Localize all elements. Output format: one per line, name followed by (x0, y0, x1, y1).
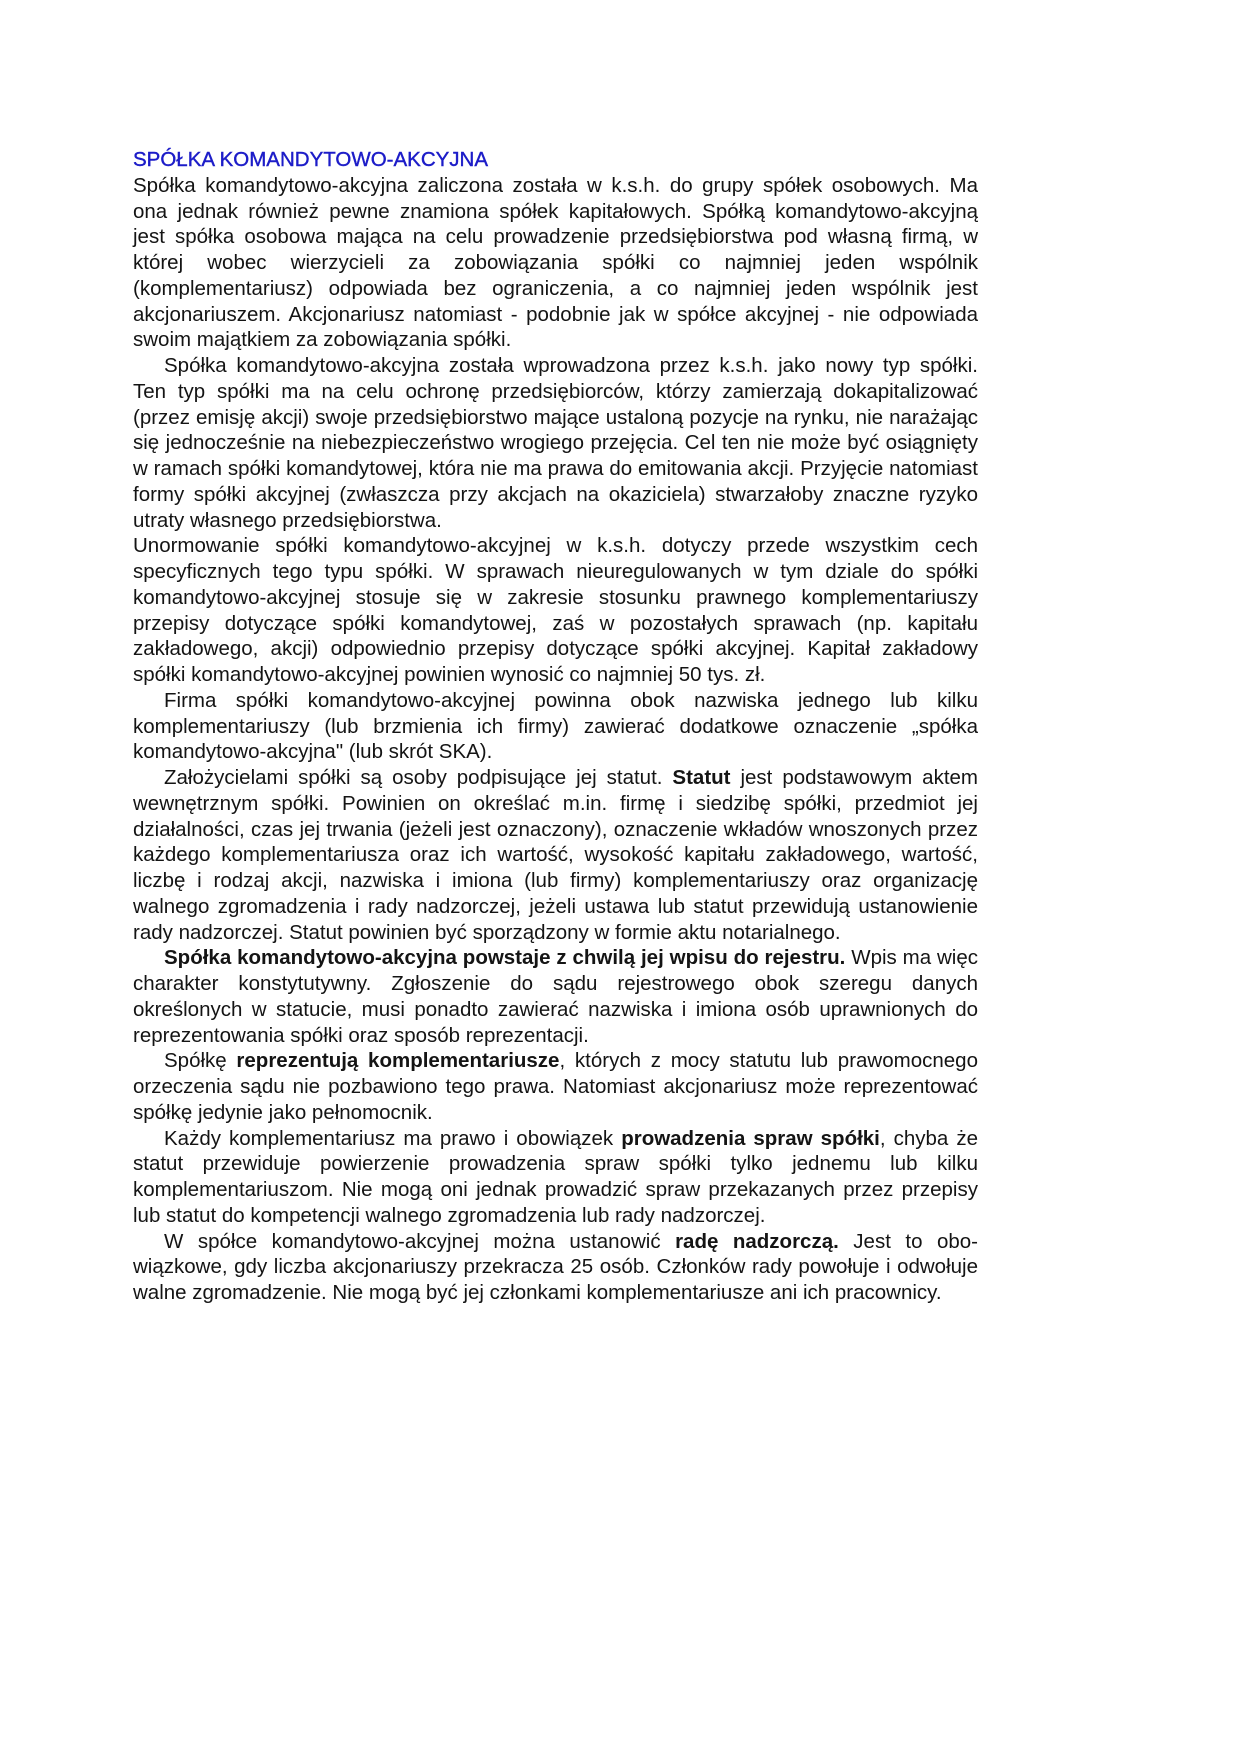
paragraph-text: , chyba że statut przewiduje powierzenie prowadzenia spraw spółki tylko jednemu lub kilku komplementariuszom. Nie mogą oni jednak prowadzić spraw przekazanych przez przepisy lub statut do kompetencji walnego zgromadzenia lub rady nadzorczej. (133, 1126, 978, 1227)
paragraph-text: W spółce komandytowo-akcyjnej można ustanowić (164, 1229, 676, 1253)
bold-term-statute: Statut (672, 766, 731, 789)
paragraph-text: Każdy komplementariusz ma prawo i obowiązek (164, 1126, 622, 1150)
bold-term-registration: Spółka komandytowo-akcyjna powstaje z chwilą jej wpisu do rejestru. (164, 946, 846, 970)
paragraph-definition (133, 173, 978, 353)
paragraph-text: Spółka komandytowo-akcyjna została wprowadzona przez k.s.h. jako nowy typ spółki. Ten typ spółki ma na celu ochronę przedsiębiorców, którzy zamierzają dokapitalizować (przez emisję akcji) swoje przedsiębiorstwo mające ustaloną pozycje na rynku, nie narażając się jednocześnie na niebezpieczeństwo wrogiego przejęcia. Cel ten nie może być osiągnięty w ramach spółki komandytowej, która nie ma prawa do emitowania akcji. Przyjęcie natomiast formy spółki akcyjnej (zwłaszcza przy akcjach na okaziciela) stwarzałoby znaczne ryzyko utraty własnego przedsiębiorstwa. (133, 354, 978, 532)
paragraph-text: Unormowanie spółki komandytowo-akcyjnej w k.s.h. dotyczy przede wszystkim cech specyficznych tego typu spółki. W sprawach nieuregulowanych w tym dziale do spółki komandytowo-akcyjnej stosuje się w zakresie stosunku prawnego komplementariuszy przepisy dotyczące spółki komandytowej, zaś w pozostałych sprawach (np. kapitału zakładowego, akcji) odpowiednio przepisy dotyczące spółki akcyjnej. Kapitał zakładowy spółki komandytowo-akcyjnej powinien wynosić co najmniej 50 tys. zł. (133, 534, 978, 686)
paragraph-text: Firma spółki komandytowo-akcyjnej powinna obok nazwiska jednego lub kilku komplementariuszy (lub brzmienia ich firmy) zawierać dodatkowe oznaczenie „spółka komandytowo-akcyjna" (lub skrót SKA). (133, 688, 978, 764)
paragraph-text: , których z mocy statutu lub prawomocnego orzeczenia sądu nie pozbawiono tego prawa. Natomiast akcjonariusz może reprezentować spółkę jedynie jako pełnomocnik. (133, 1049, 978, 1124)
paragraph-statute (133, 765, 978, 945)
bold-term-representation: reprezentują komplementariusze (236, 1049, 560, 1073)
paragraph-representation (133, 1048, 978, 1125)
paragraph-text: Spółkę (164, 1049, 237, 1073)
document-page (133, 147, 978, 1306)
paragraph-text: jest podstawowym aktem wewnętrznym spółki. Powinien on określać m.in. firmę i siedzibę spółki, przedmiot jej działalności, czas jej trwania (jeżeli jest oznaczony), oznaczenie wkładów wnoszonych przez każdego komplementariusza oraz ich wartość, wysokość kapitału zakładowego, wartość, liczbę i rodzaj akcji, nazwiska i imiona (lub firmy) komplementariuszy oraz organizację walnego zgromadzenia i rady nadzorczej, jeżeli ustawa lub statut przewidują ustanowienie rady nadzorczej. Statut powinien być sporządzony w formie aktu notarialnego. (133, 766, 978, 944)
paragraph-text: Spółka komandytowo-akcyjna zaliczona została w k.s.h. do grupy spółek osobowych. Ma ona jednak również pewne znamiona spółek kapitałowych. Spółką komandytowo-akcyjną jest spółka osobowa mająca na celu prowadzenie przedsiębiorstwa pod własną firmą, w której wobec wierzycieli za zobowiązania spółki co najmniej jeden wspólnik (komplementariusz) odpowiada bez ograniczenia, a co najmniej jeden wspólnik jest akcjonariuszem. Akcjonariusz natomiast - podobnie jak w spółce akcyjnej - nie odpowiada swoim majątkiem za zobowiązania spółki. (133, 173, 978, 352)
paragraph-supervisory-board (133, 1229, 978, 1306)
paragraph-company-name (133, 688, 978, 765)
bold-term-management: prowadzenia spraw spółki (621, 1126, 880, 1150)
paragraph-introduction (133, 353, 978, 533)
paragraph-text: Jest to obowiązkowe, gdy liczba akcjonariuszy przekracza 25 osób. Członków rady powołuje i odwołuje walne zgromadzenie. Nie mogą być jej członkami komplementariusze ani ich pracownicy. (133, 1229, 978, 1304)
bold-term-supervisory-board: radę nadzorczą. (675, 1229, 839, 1253)
paragraph-text: Założycielami spółki są osoby podpisujące jej statut. (164, 766, 673, 789)
document-title: SPÓŁKA KOMANDYTOWO-AKCYJNA (133, 148, 489, 171)
paragraph-text: Wpis ma więc charakter konstytutywny. Zgłoszenie do sądu rejestrowego obok szeregu danych określonych w statucie, musi ponadto zawierać nazwiska i imiona osób uprawnionych do reprezentowania spółki oraz sposób reprezentacji. (133, 946, 979, 1047)
paragraph-regulation (133, 533, 978, 688)
paragraph-management (133, 1126, 978, 1229)
paragraph-registration (133, 945, 978, 1048)
